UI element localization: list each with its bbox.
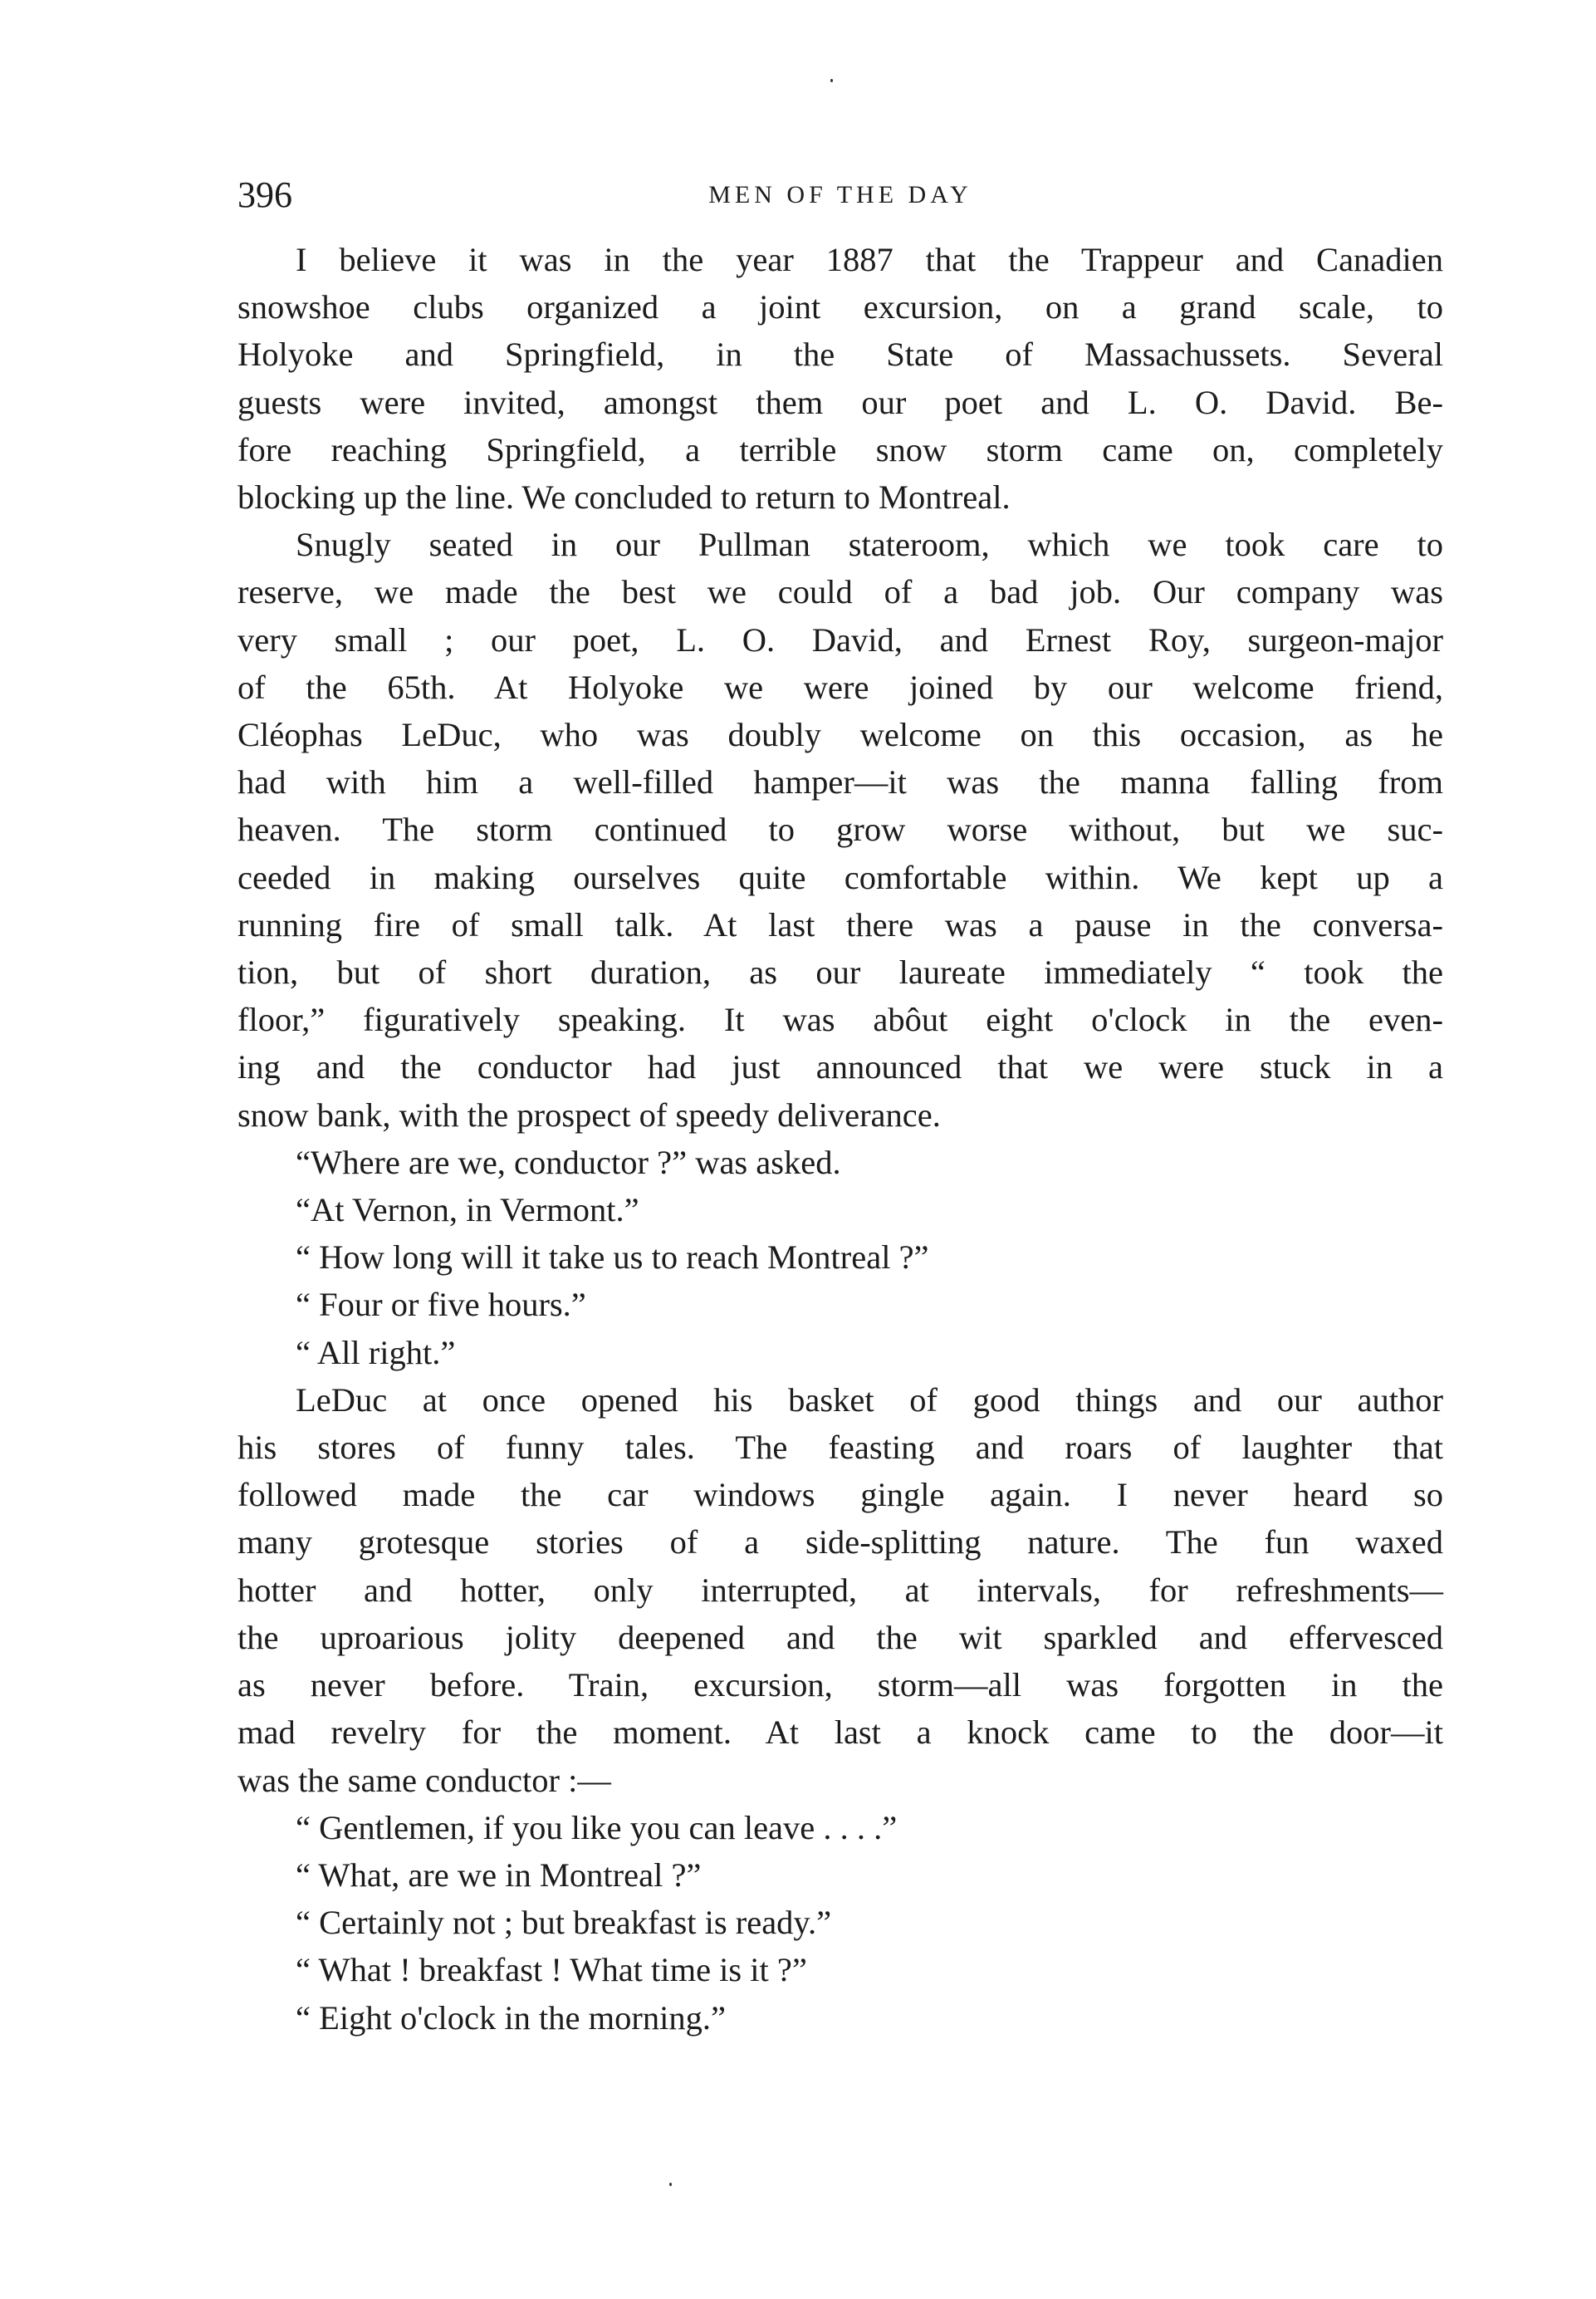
book-page xyxy=(237,166,1443,2042)
text-line: as never before. Train, excursion, storm—all was forgotten in the xyxy=(237,1666,1443,1704)
text-line: Holyoke and Springfield, in the State of Massachussets. Several xyxy=(237,336,1443,374)
text-line: LeDuc at once opened his basket of good things and our author xyxy=(296,1380,1443,1419)
dialogue-line: “ Gentlemen, if you like you can leave . . . .” xyxy=(296,1808,898,1846)
dialogue-line: “ What, are we in Montreal ?” xyxy=(296,1855,702,1894)
paragraph-1 xyxy=(237,236,1443,521)
text-line: Cléophas LeDuc, who was doubly welcome on this occasion, as he xyxy=(237,716,1443,754)
text-line: mad revelry for the moment. At last a knock came to the door—it xyxy=(237,1713,1443,1752)
print-speck xyxy=(669,2183,672,2186)
text-line: his stores of funny tales. The feasting and roars of laughter that xyxy=(237,1429,1443,1467)
dialogue-block-2 xyxy=(237,1804,1443,2042)
dialogue-line: “ All right.” xyxy=(296,1333,456,1371)
dialogue-line: “ How long will it take us to reach Montreal ?” xyxy=(296,1238,929,1277)
dialogue-line: “ Eight o'clock in the morning.” xyxy=(296,1998,726,2037)
text-line: I believe it was in the year 1887 that the Trappeur and Canadien xyxy=(296,241,1443,278)
page-number: 396 xyxy=(237,174,292,215)
text-line: followed made the car windows gingle again. I never heard so xyxy=(237,1476,1443,1514)
paragraph-3 xyxy=(237,1376,1443,1804)
text-line: had with him a well-filled hamper—it was the manna falling from xyxy=(237,763,1443,801)
dialogue-line: “ Four or five hours.” xyxy=(296,1286,586,1324)
text-line: very small ; our poet, L. O. David, and Ernest Roy, surgeon-major xyxy=(237,620,1443,659)
paragraph-2 xyxy=(237,521,1443,1139)
dialogue-block-1 xyxy=(237,1139,1443,1376)
dialogue-line: “ Certainly not ; but breakfast is ready.” xyxy=(296,1904,832,1942)
text-line: snow bank, with the prospect of speedy deliverance. xyxy=(237,1096,941,1134)
text-line: Snugly seated in our Pullman stateroom, which we took care to xyxy=(296,526,1443,564)
print-speck xyxy=(830,79,833,82)
dialogue-line: “Where are we, conductor ?” was asked. xyxy=(296,1143,841,1181)
text-line: ing and the conductor had just announced that we were stuck in a xyxy=(237,1048,1443,1086)
text-line: heaven. The storm continued to grow worse without, but we suc- xyxy=(237,811,1443,849)
text-line: guests were invited, amongst them our poet and L. O. David. Be- xyxy=(237,383,1443,421)
text-line: reserve, we made the best we could of a bad job. Our company was xyxy=(237,573,1443,611)
text-line: snowshoe clubs organized a joint excursion, on a grand scale, to xyxy=(237,288,1443,326)
text-line: running fire of small talk. At last there was a pause in the conversa- xyxy=(237,905,1443,944)
text-line: the uproarious jolity deepened and the wit sparkled and effervesced xyxy=(237,1618,1443,1656)
text-line: floor,” figuratively speaking. It was abôut eight o'clock in the even- xyxy=(237,1001,1443,1039)
text-line: of the 65th. At Holyoke we were joined by our welcome friend, xyxy=(237,668,1443,706)
dialogue-line: “At Vernon, in Vermont.” xyxy=(296,1191,639,1229)
running-head xyxy=(237,166,1443,224)
text-line: blocking up the line. We concluded to return to Montreal. xyxy=(237,478,1011,517)
text-line: many grotesque stories of a side-splitting nature. The fun waxed xyxy=(237,1523,1443,1561)
text-line: was the same conductor :— xyxy=(237,1761,611,1799)
text-line: tion, but of short duration, as our laureate immediately “ took the xyxy=(237,953,1443,992)
dialogue-line: “ What ! breakfast ! What time is it ?” xyxy=(296,1951,807,1989)
text-line: ceeded in making ourselves quite comfortable within. We kept up a xyxy=(237,858,1443,896)
body-text xyxy=(237,236,1443,2042)
running-title: MEN OF THE DAY xyxy=(708,181,972,208)
text-line: hotter and hotter, only interrupted, at intervals, for refreshments— xyxy=(237,1571,1443,1609)
text-line: fore reaching Springfield, a terrible snow storm came on, completely xyxy=(237,430,1443,468)
